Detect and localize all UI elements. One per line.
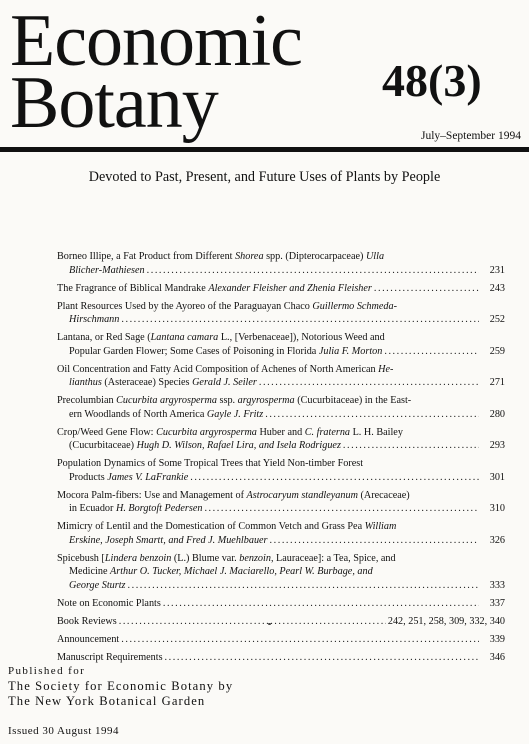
toc-entry[interactable] xyxy=(57,282,505,296)
toc-entry[interactable] xyxy=(57,363,505,390)
entry-title: Population Dynamics of Some Tropical Trees that Yield Non-timber Forest xyxy=(57,458,364,469)
toc-line xyxy=(57,597,505,611)
print-speck xyxy=(268,623,271,625)
entry-title: Borneo Illipe, a Fat Product from Different xyxy=(57,251,236,262)
entry-text xyxy=(69,408,263,422)
leader-dots xyxy=(147,264,479,278)
entry-title: ssp. xyxy=(216,395,238,406)
entry-title: Note on Economic Plants xyxy=(57,597,161,609)
toc-line xyxy=(57,408,505,422)
toc-entry[interactable] xyxy=(57,615,505,629)
leader-dots xyxy=(165,651,479,665)
entry-title: ern Woodlands of North America xyxy=(69,408,207,420)
toc-line xyxy=(57,250,505,264)
entry-title: spp. (Dipterocarpaceae) xyxy=(263,251,366,262)
entry-text xyxy=(69,345,382,359)
entry-author: Julia F. Morton xyxy=(318,345,383,357)
toc-line xyxy=(57,534,505,548)
entry-author: George Sturtz xyxy=(69,579,126,591)
taxon-name: He- xyxy=(378,363,394,375)
entry-title: Book Reviews xyxy=(57,615,117,627)
entry-title: Mimicry of Lentil and the Domestication of Common Vetch and Grass Pea xyxy=(57,521,365,532)
toc-entry[interactable] xyxy=(57,633,505,647)
entry-text xyxy=(69,376,257,390)
entry-author: Erskine, Joseph Smartt, and Fred J. Muehlbauer xyxy=(69,534,268,546)
entry-title: Precolumbian xyxy=(57,395,117,406)
toc-entry[interactable] xyxy=(57,520,505,547)
toc-line xyxy=(57,579,505,593)
toc-line xyxy=(57,457,505,471)
taxon-name: C. fraterna xyxy=(304,426,351,438)
entry-text xyxy=(57,633,119,647)
toc-line xyxy=(57,313,505,327)
taxon-name: Cucurbita argyrosperma xyxy=(116,395,217,406)
entry-title: , Lauraceae]: a Tea, Spice, and xyxy=(270,552,396,564)
toc-entry[interactable] xyxy=(57,300,505,327)
taxon-name: Lindera benzoin xyxy=(104,552,172,564)
entry-title: in Ecuador xyxy=(69,503,116,514)
entry-title: L. H. Bailey xyxy=(350,426,403,438)
page-number: 339 xyxy=(489,633,505,645)
entry-author: Ulla xyxy=(365,251,385,262)
entry-text xyxy=(57,282,372,296)
toc-entry[interactable] xyxy=(57,394,505,421)
toc-line xyxy=(57,633,505,647)
toc-line xyxy=(57,552,505,566)
toc-line xyxy=(57,331,505,345)
leader-dots xyxy=(343,439,479,453)
entry-author: William xyxy=(364,521,397,532)
entry-author: James V. LaFrankie xyxy=(107,471,189,483)
page-number: 310 xyxy=(489,503,505,514)
toc-entry[interactable] xyxy=(57,651,505,665)
header-rule xyxy=(0,147,529,152)
entry-title: Plant Resources Used by the Ayoreo of the Paraguayan Chaco xyxy=(57,300,313,312)
entry-text xyxy=(69,471,188,485)
leader-dots xyxy=(121,633,479,647)
leader-dots xyxy=(121,313,479,327)
entry-text xyxy=(69,502,202,516)
entry-author: Blicher-Mathiesen xyxy=(69,264,145,276)
taxon-name: benzoin xyxy=(239,552,271,564)
toc-line xyxy=(57,426,505,440)
publisher-block xyxy=(8,664,233,709)
entry-text xyxy=(57,597,161,611)
taxon-name: Astrocaryum standleyanum xyxy=(246,489,358,501)
page-number: 242, 251, 258, 309, 332, 340 xyxy=(387,615,505,627)
entry-title: Huber and xyxy=(256,426,305,438)
entry-author: Hirschmann xyxy=(69,314,120,325)
entry-text xyxy=(69,264,145,278)
entry-text xyxy=(57,651,163,665)
published-for: Published for xyxy=(8,665,86,677)
entry-author: Arthur O. Tucker, Michael J. Maciarello, Pearl W. Burbage, and xyxy=(110,566,373,577)
entry-title: Popular Garden Flower; Some Cases of Poisoning in Florida xyxy=(69,345,319,357)
entry-author: Hugh D. Wilson, Rafael Lira, and Isela Rodriguez xyxy=(136,440,341,451)
entry-title: Lantana, or Red Sage ( xyxy=(57,332,151,343)
entry-author: H. Borgtoft Pedersen xyxy=(115,503,203,514)
page-number: 293 xyxy=(489,440,505,451)
toc-line xyxy=(57,615,505,629)
page-number: 337 xyxy=(489,597,505,609)
issued-date: Issued 30 August 1994 xyxy=(8,725,120,737)
toc-line xyxy=(57,264,505,278)
journal-title-line-1: Economic xyxy=(10,0,303,82)
toc-entry[interactable] xyxy=(57,426,505,453)
leader-dots xyxy=(265,408,479,422)
leader-dots xyxy=(119,615,386,629)
toc-line xyxy=(57,471,505,485)
leader-dots xyxy=(384,345,479,359)
entry-author: Gerald J. Seiler xyxy=(192,377,257,388)
toc-entry[interactable] xyxy=(57,250,505,277)
entry-title: The Fragrance of Biblical Mandrake xyxy=(57,282,209,294)
toc-entry[interactable] xyxy=(57,331,505,358)
leader-dots xyxy=(259,376,479,390)
taxon-name: Lantana camara xyxy=(150,332,219,343)
leader-dots xyxy=(190,471,479,485)
page-number: 333 xyxy=(489,579,505,591)
page-number: 231 xyxy=(489,264,505,276)
table-of-contents xyxy=(57,250,505,669)
garden-name: The New York Botanical Garden xyxy=(8,694,206,708)
page-number: 280 xyxy=(489,408,505,420)
entry-text xyxy=(57,615,117,629)
entry-title: Spicebush [ xyxy=(57,552,105,564)
toc-line xyxy=(57,300,505,314)
entry-title: Oil Concentration and Fatty Acid Composition of Achenes of North American xyxy=(57,363,379,375)
toc-line xyxy=(57,651,505,665)
toc-line xyxy=(57,565,505,579)
leader-dots xyxy=(128,579,480,593)
toc-line xyxy=(57,363,505,377)
leader-dots xyxy=(204,502,479,516)
entry-title: Medicine xyxy=(69,566,111,577)
journal-title-line-2: Botany xyxy=(10,62,218,144)
entry-title: L., [Verbenaceae]), Notorious Weed and xyxy=(218,332,385,343)
entry-title: Announcement xyxy=(57,633,120,645)
entry-text xyxy=(69,439,341,453)
toc-entry[interactable] xyxy=(57,457,505,484)
entry-title: Manuscript Requirements xyxy=(57,651,163,663)
entry-author: Guillermo Schmeda- xyxy=(312,300,397,312)
toc-line xyxy=(57,345,505,359)
entry-text xyxy=(69,579,126,593)
taxon-name: Shorea xyxy=(235,251,264,262)
toc-line xyxy=(57,376,505,390)
page-number: 271 xyxy=(489,377,505,388)
leader-dots xyxy=(270,534,479,548)
entry-title: (Asteraceae) Species xyxy=(101,377,193,388)
entry-title: (Cucurbitaceae) xyxy=(69,440,137,451)
entry-author: Alexander Fleisher and Zhenia Fleisher xyxy=(208,282,372,294)
taxon-name: lianthus xyxy=(69,377,102,388)
entry-title: (Cucurbitaceae) in the East- xyxy=(294,395,412,406)
issue-date-range: July–September 1994 xyxy=(421,130,521,142)
toc-line xyxy=(57,282,505,296)
toc-line xyxy=(57,394,505,408)
entry-author: Gayle J. Fritz xyxy=(206,408,264,420)
page-number: 346 xyxy=(489,651,505,663)
entry-text xyxy=(69,313,119,327)
page-number: 252 xyxy=(489,314,505,325)
toc-line xyxy=(57,439,505,453)
toc-entry[interactable] xyxy=(57,489,505,516)
page-number: 301 xyxy=(489,471,505,483)
page-number: 326 xyxy=(489,534,505,546)
toc-line xyxy=(57,520,505,534)
taxon-name: argyrosperma xyxy=(237,395,295,406)
taxon-name: Cucurbita argyrosperma xyxy=(156,426,257,438)
society-name: The Society for Economic Botany by xyxy=(8,679,234,693)
toc-entry[interactable] xyxy=(57,552,505,593)
tagline: Devoted to Past, Present, and Future Uses of Plants by People xyxy=(88,169,441,185)
entry-title: (Arecaceae) xyxy=(357,489,410,501)
entry-title: (L.) Blume var. xyxy=(171,552,240,564)
entry-title: Crop/Weed Gene Flow: xyxy=(57,426,157,438)
toc-line xyxy=(57,502,505,516)
leader-dots xyxy=(163,597,479,611)
issue-number: 48(3) xyxy=(382,55,482,106)
page-number: 259 xyxy=(489,345,505,357)
entry-title: Products xyxy=(69,471,108,483)
leader-dots xyxy=(374,282,479,296)
page-number: 243 xyxy=(489,282,505,294)
entry-text xyxy=(69,534,268,548)
toc-entry[interactable] xyxy=(57,597,505,611)
entry-title: Mocora Palm-fibers: Use and Management of xyxy=(57,489,247,501)
toc-line xyxy=(57,489,505,503)
